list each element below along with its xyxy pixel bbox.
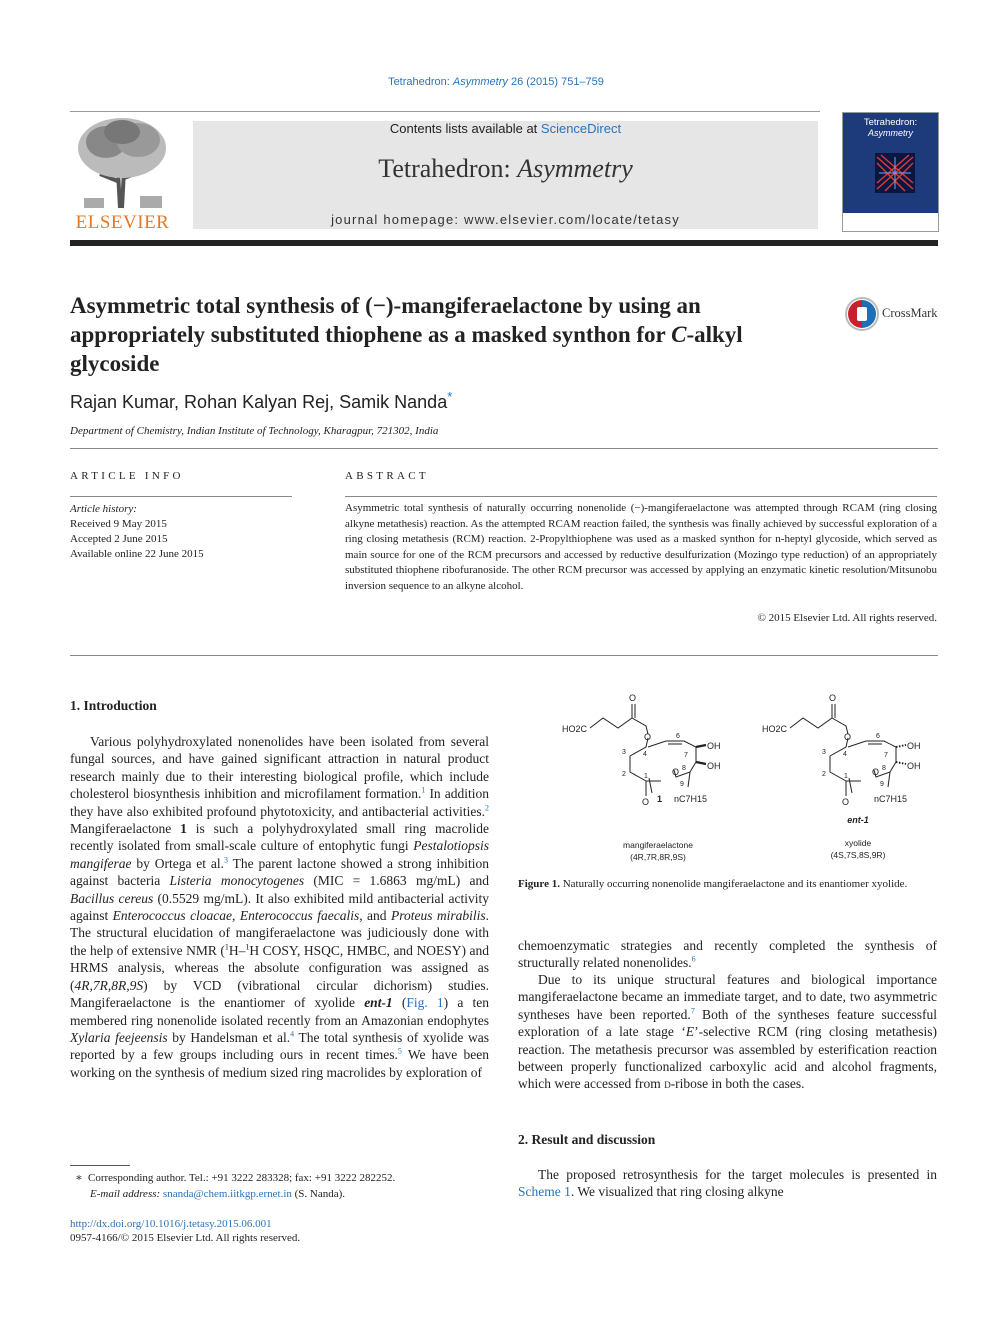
citation-journal[interactable]: Tetrahedron: (388, 76, 453, 88)
left-n8: 8 (682, 765, 686, 772)
p1-text: (0.5529 mg/mL). It also exhibited mild antibacterial activity against (70, 890, 489, 924)
article-history (70, 502, 204, 562)
abstract-rule (345, 496, 937, 497)
figure-1-structures (518, 690, 938, 870)
contents-prefix: Contents lists available at (389, 121, 541, 136)
left-n3: 3 (622, 749, 626, 756)
elsevier-wordmark: ELSEVIER (75, 212, 170, 233)
left-oh-8: OH (707, 761, 721, 771)
article-title (70, 291, 830, 378)
figure-caption-label: Figure 1. (518, 878, 560, 890)
figure-1 (518, 690, 938, 870)
right-acid-label: HO2C (762, 724, 788, 734)
header-thick-rule (70, 240, 938, 246)
article-info-rule (70, 496, 292, 497)
right-n3: 3 (822, 749, 826, 756)
contents-line (193, 121, 818, 136)
p1-text: , (232, 908, 240, 924)
author-names[interactable]: Rajan Kumar, Rohan Kalyan Rej, Samik Nanda (70, 392, 448, 412)
results-paragraph-1 (518, 1166, 937, 1201)
abstract-copyright: © 2015 Elsevier Ltd. All rights reserved. (757, 612, 937, 624)
email-suffix: (S. Nanda). (291, 1188, 346, 1200)
p1-text: , and (359, 908, 391, 924)
p1-text: ) by VCD (vibrational circular dichorism) studies. Mangiferaelactone is the enantiomer of xyolide (70, 977, 489, 1011)
left-ester-o: O (644, 732, 652, 742)
right-n4: 4 (843, 751, 847, 758)
right-carbonyl-o: O (829, 693, 837, 703)
results-text: . We visualized that ring closing alkyne (570, 1184, 784, 1200)
right-lactone-o: O (842, 797, 850, 807)
p1-text: is such a polyhydroxylated small ring macrolide recently isolated from small-scale culture of entophytic fungi (70, 821, 489, 854)
right-n8: 8 (882, 765, 886, 772)
left-ring-o: O (672, 767, 680, 777)
journal-title-italic: Asymmetry (517, 154, 633, 183)
left-carbonyl-o: O (629, 693, 637, 703)
intro-heading: 1. Introduction (70, 698, 157, 713)
right-oh-7: OH (907, 741, 921, 751)
p1-text: (MIC = 1.6863 mg/mL) and (304, 873, 489, 889)
title-italic-c: C (671, 322, 687, 347)
doi-text[interactable]: http://dx.doi.org/10.1016/j.tetasy.2015.06.001 (70, 1218, 272, 1230)
results-heading: 2. Result and discussion (518, 1132, 656, 1147)
cover-art-icon (875, 153, 915, 193)
footnote-corresponding (70, 1170, 489, 1186)
p1-text: The total synthesis of xyolide was reported by a few groups including ours in recent times. (70, 1029, 489, 1063)
corresponding-text: Corresponding author. Tel.: +91 3222 283328; fax: +91 3222 282252. (88, 1172, 396, 1184)
homepage-url[interactable]: www.elsevier.com/locate/tetasy (464, 212, 680, 227)
p1-text: . The structural elucidation of mangiferaelactone was judiciously done with the help of extensive NMR ( (70, 908, 490, 958)
ref-6[interactable]: 6 (691, 954, 696, 964)
email-label: E-mail address: (90, 1188, 163, 1200)
left-n2: 2 (622, 771, 626, 778)
sciencedirect-link[interactable]: ScienceDirect (540, 121, 622, 136)
header-rule (70, 111, 820, 112)
corresponding-author-mark[interactable]: * (447, 389, 453, 404)
p2-text: chemoenzymatic strategies and recently completed the synthesis of structurally related nonenolides. (518, 938, 937, 971)
journal-cover[interactable] (842, 112, 939, 232)
p3-text: -ribose in both the cases. (670, 1076, 805, 1092)
p1-text: by Handelsman et al. (167, 1029, 291, 1045)
author-list (70, 389, 453, 413)
species-name: Pestalotiopsis mangiferae (70, 838, 489, 871)
right-heptyl: nC7H15 (874, 794, 908, 804)
right-n6: 6 (876, 733, 880, 740)
ref-1[interactable]: 1 (421, 785, 426, 795)
footnote-star-icon: ∗ (75, 1172, 83, 1184)
article-info-heading: ARTICLE INFO (70, 470, 184, 482)
ref-4[interactable]: 4 (290, 1029, 295, 1039)
ref-5[interactable]: 5 (397, 1046, 402, 1056)
left-compound-config: (4R,7R,8R,9S) (630, 852, 686, 862)
right-ring-o: O (872, 767, 880, 777)
left-heptyl: nC7H15 (674, 794, 708, 804)
left-n6: 6 (676, 733, 680, 740)
citation-journal-italic[interactable]: Asymmetry (452, 76, 508, 88)
p3-text: ’-selective RCM (ring closing metathesis) reaction. The metathesis precursor was assembled by esterification reaction between properly functionalized carboxylic acid and alcohol fragments, which were accessed from (518, 1024, 937, 1092)
right-n7: 7 (884, 752, 888, 759)
journal-homepage (193, 212, 818, 227)
species-name: Xylaria feejeensis (70, 1029, 168, 1045)
right-n2: 2 (822, 771, 826, 778)
crossmark-badge[interactable] (844, 296, 944, 336)
right-n1: 1 (844, 773, 848, 780)
abstract-heading: ABSTRACT (345, 470, 429, 482)
ref-2[interactable]: 2 (485, 803, 489, 813)
left-compound-name: mangiferaelactone (623, 840, 693, 850)
left-n1: 1 (644, 773, 648, 780)
isotope-superscript: 1 (224, 942, 229, 952)
results-text: The proposed retrosynthesis for the target molecules is presented in (538, 1167, 937, 1182)
species-name: Enterococcus faecalis (239, 908, 360, 924)
intro-paragraph-1 (70, 733, 489, 1081)
ref-3[interactable]: 3 (224, 855, 229, 865)
footnote-email (90, 1186, 490, 1202)
species-name: Listeria monocytogenes (169, 873, 305, 889)
isotope-superscript: 1 (245, 942, 250, 952)
journal-title (193, 154, 818, 184)
cover-footer-band (843, 213, 938, 231)
elsevier-tree-icon (70, 112, 175, 212)
left-n7: 7 (684, 752, 688, 759)
title-text-2: -alkyl glycoside (70, 322, 743, 376)
scheme-1-link[interactable]: Scheme 1 (518, 1184, 571, 1200)
p1-text: ( (392, 995, 407, 1011)
intro-paragraph-2 (518, 937, 937, 972)
cover-title: Tetrahedron: (863, 117, 918, 128)
abstract-text: Asymmetric total synthesis of naturally occurring nonenolide (−)-mangiferaelactone was attempted through RCAM (ring closing alkyne metathesis) reaction. As the attempted RCAM reaction failed, the synthesis was finally achieved by successful exploration of a ring closing metathesis (RCM) reaction. 2-Propylthiophene was used as a masked synthon for n-heptyl glycoside, which served as main source for one of the RCM precursors and accessed by reductive desulfurization (Mozingo type reduction) of an appropriately substituted thiophene ribofuranoside. The other RCM precursor was accessed by applying an enzymatic kinetic resolution/Mitsunobu inversion sequence to an alkyne alcohol. (345, 502, 937, 592)
footnote-rule (70, 1165, 130, 1166)
affiliation: Department of Chemistry, Indian Institute of Technology, Kharagpur, 721302, India (70, 425, 439, 437)
issn-line: 0957-4166/© 2015 Elsevier Ltd. All rights reserved. (70, 1232, 301, 1244)
p1-text: Various polyhydroxylated nonenolides have been isolated from several fungal sources, and have gained significant attraction in natural product research mainly due to their interesting biological profile, which include cholesterol biosynthesis inhibition and microfilament formation. (70, 734, 489, 802)
species-name: Bacillus cereus (70, 890, 154, 906)
p1-text: H– (228, 942, 246, 958)
compound-1: 1 (180, 821, 187, 837)
elsevier-logo[interactable] (70, 112, 175, 234)
species-name: Proteus mirabilis (390, 908, 486, 924)
right-oh-8: OH (907, 761, 921, 771)
ref-7[interactable]: 7 (690, 1006, 695, 1016)
e-selective: E (685, 1024, 695, 1040)
title-text-1: Asymmetric total synthesis of (−)-mangiferaelactone by using an appropriately substituted thiophene as a masked synthon for (70, 293, 701, 347)
right-n9: 9 (880, 781, 884, 788)
email-link[interactable]: snanda@chem.iitkgp.ernet.in (162, 1188, 292, 1200)
abstract-bottom-rule (70, 655, 938, 656)
citation-volume-pages[interactable]: 26 (2015) 751–759 (507, 76, 604, 88)
p1-text: ) a ten membered ring nonenolide isolated recently from an Amazonian endophytes (70, 995, 489, 1028)
cover-subtitle: Asymmetry (868, 128, 913, 138)
right-ester-o: O (844, 732, 852, 742)
journal-title-text: Tetrahedron: (378, 154, 518, 183)
figure-1-caption (518, 877, 938, 892)
right-compound-name: xyolide (844, 838, 872, 848)
accepted-date: Accepted 2 June 2015 (70, 533, 168, 545)
p1-text: Mangiferaelactone (70, 821, 181, 837)
p1-text: In addition they have also exhibited profound phytotoxicity, and antibacterial activities. (70, 786, 489, 819)
left-acid-label: HO2C (562, 724, 588, 734)
right-compound-number: ent-1 (847, 815, 869, 825)
left-n4: 4 (643, 751, 647, 758)
figure-caption-text: Naturally occurring nonenolide mangiferaelactone and its enantiomer xyolide. (559, 878, 908, 890)
left-compound-number: 1 (657, 794, 663, 804)
left-oh-7: OH (707, 741, 721, 751)
crossmark-icon (844, 296, 880, 332)
p1-text: by Ortega et al. (131, 855, 225, 871)
affiliation-rule (70, 448, 938, 449)
compound-ent-1: ent-1 (364, 995, 393, 1011)
configuration: 4R,7R,8R,9S (74, 977, 144, 993)
p3-text: Both of the syntheses feature successful exploration of a late stage ‘ (518, 1006, 937, 1040)
homepage-prefix: journal homepage: (331, 212, 464, 227)
online-date: Available online 22 June 2015 (70, 548, 204, 560)
intro-paragraph-3 (518, 971, 937, 1093)
p3-text: Due to its unique structural features and biological importance mangiferaelactone became an immediate target, and to date, two asymmetric syntheses have been reported. (518, 972, 937, 1022)
figure-1-link[interactable]: Fig. 1 (406, 995, 444, 1011)
species-name: Enterococcus cloacae (112, 908, 233, 924)
left-lactone-o: O (642, 797, 650, 807)
d-prefix: d (664, 1076, 671, 1092)
left-n9: 9 (680, 781, 684, 788)
right-compound-config: (4S,7S,8S,9R) (830, 850, 886, 860)
history-label: Article history: (70, 503, 137, 515)
p1-text: H COSY, HSQC, HMBC, and NOESY) and HRMS analysis, whereas the absolute configuration was assigned as ( (70, 942, 489, 993)
p1-text: The parent lactone showed a strong inhibition against bacteria (70, 855, 489, 889)
journal-citation[interactable] (0, 76, 992, 88)
crossmark-label: CrossMark (882, 306, 938, 320)
p1-text: We have been working on the synthesis of medium sized ring macrolides by exploration of (70, 1047, 489, 1080)
received-date: Received 9 May 2015 (70, 518, 167, 530)
